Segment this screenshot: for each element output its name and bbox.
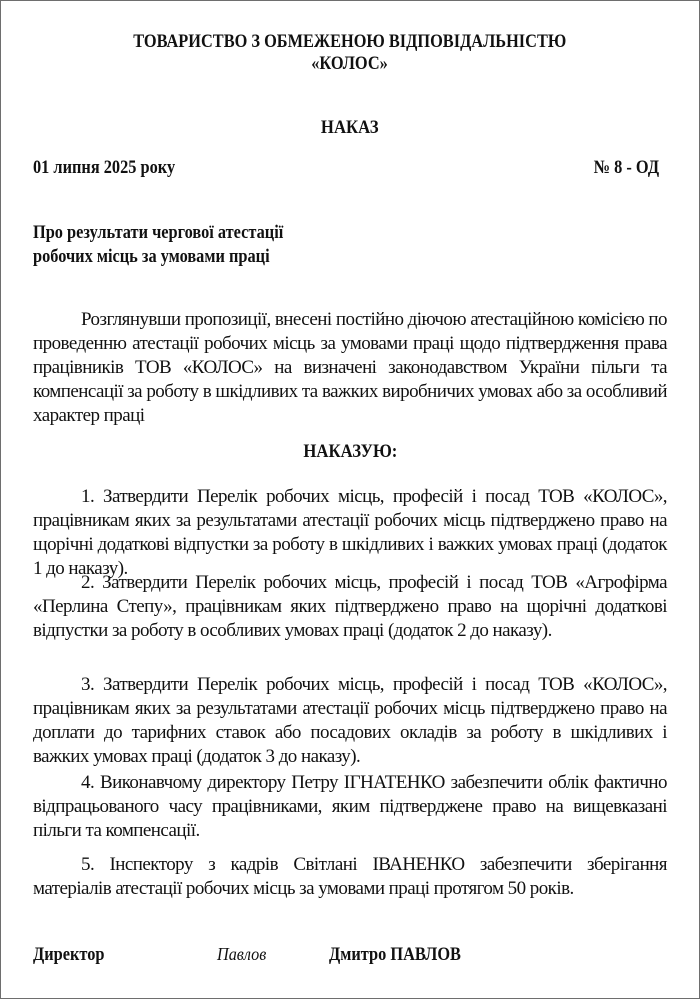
order-item-text: 3. Затвердити Перелік робочих місць, професій і посад ТОВ «КОЛОС», працівникам яких за результатами атестації робочих місць підтверджено право на доплати до тарифних ставок або посадових окладів за роботу в шкідливих і важких умовах праці (додаток 3 до наказу).: [33, 674, 667, 767]
signatory-first-name: Дмитро: [329, 944, 387, 965]
document-date-text: 01 липня 2025 року: [33, 157, 176, 178]
order-item-4: [33, 771, 667, 843]
document-number-text: № 8 - ОД: [593, 157, 659, 178]
organization-short-name: «КОЛОС»: [311, 53, 389, 74]
order-item-5: [33, 853, 667, 901]
signature-text: Павлов: [217, 944, 267, 964]
document-type-text: НАКАЗ: [321, 117, 379, 138]
preamble-paragraph: [33, 308, 667, 428]
signatory-last-name: ПАВЛОВ: [390, 944, 461, 965]
document-number: [583, 157, 659, 179]
order-item-3: [33, 673, 667, 769]
order-item-1: [33, 485, 667, 581]
organization-name-line1: [1, 31, 699, 53]
organization-name-line2: [1, 53, 699, 75]
order-heading-text: НАКАЗУЮ:: [303, 441, 397, 462]
document-date: [33, 157, 198, 179]
order-item-text: 5. Інспектору з кадрів Світлані ІВАНЕНКО забезпечити зберігання матеріалів атестації робочих місць за умовами праці протягом 50 років.: [33, 854, 667, 899]
handwritten-signature: [217, 944, 272, 965]
document-subject: [33, 221, 324, 269]
order-heading: [1, 441, 699, 463]
order-item-text: 1. Затвердити Перелік робочих місць, професій і посад ТОВ «КОЛОС», працівникам яких за результатами атестації робочих місць підтверджено право на щорічні додаткові відпустки за роботу в шкідливих і важких умовах праці (додаток 1 до наказу).: [33, 486, 667, 579]
document-type-heading: [1, 117, 699, 139]
organization-name-text: ТОВАРИСТВО З ОБМЕЖЕНОЮ ВІДПОВІДАЛЬНІСТЮ: [133, 31, 567, 52]
preamble-text: Розглянувши пропозиції, внесені постійно діючою атестаційною комісією по проведенню атестації робочих місць за умовами праці щодо підтвердження права працівників ТОВ «КОЛОС» на визначені законодавством України пільги та компенсації за роботу в шкідливих та важких виробничих умовах або за особливий характер праці: [33, 309, 667, 426]
signatory-title: [33, 944, 116, 966]
subject-line-2: робочих місць за умовами праці: [33, 246, 270, 267]
order-item-text: 2. Затвердити Перелік робочих місць, професій і посад ТОВ «Агрофірма «Перлина Степу», працівникам яких підтверджено право на щорічні додаткові відпустки за роботу в особливих умовах праці (додаток 2 до наказу).: [33, 572, 667, 641]
signatory-name-text: [329, 944, 461, 966]
order-item-text: 4. Виконавчому директору Петру ІГНАТЕНКО забезпечити облік фактично відпрацьованого часу працівниками, яким підтверджене право на вищевказані пільги та компенсації.: [33, 772, 667, 841]
order-item-2: [33, 571, 667, 643]
subject-line-1: Про результати чергової атестації: [33, 222, 284, 243]
signatory-name: [329, 944, 482, 966]
signatory-title-text: Директор: [33, 944, 105, 965]
